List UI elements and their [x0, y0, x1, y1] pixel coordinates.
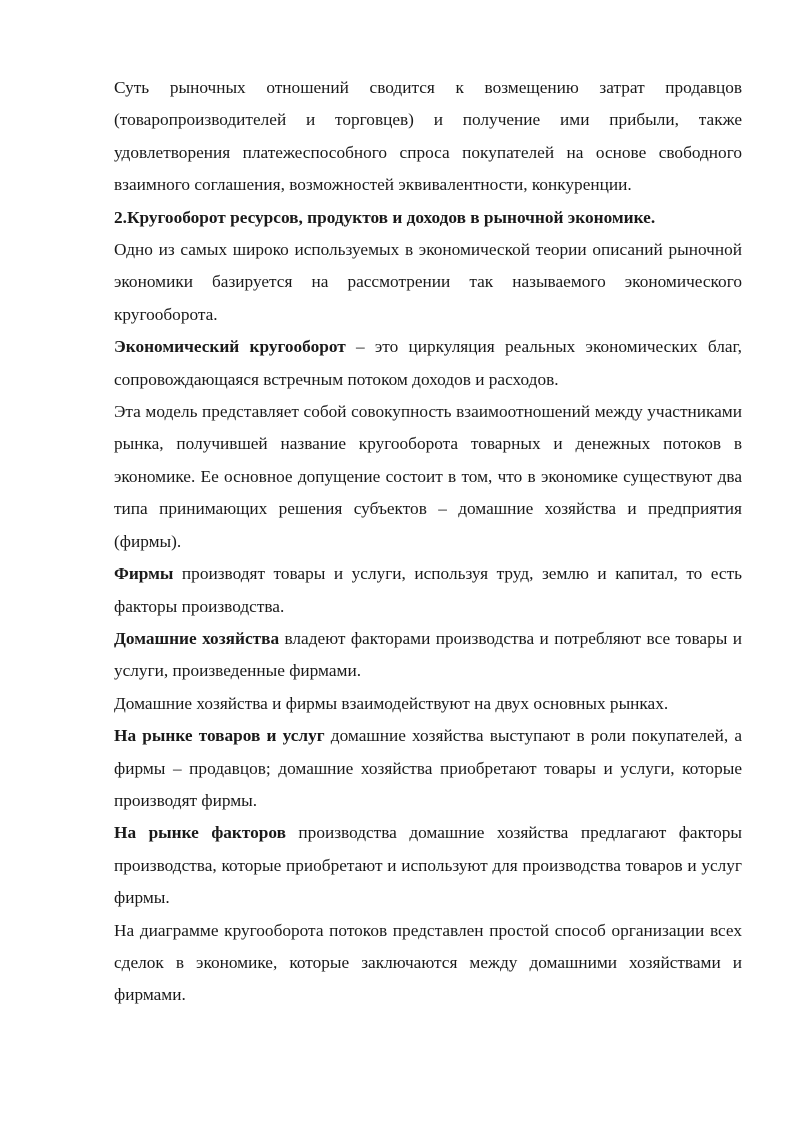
paragraph-model-description: Эта модель представляет собой совокупность взаимоотношений между участниками рынка, получившей название кругооборота товарных и денежных потоков в экономике. Ее основное допущение состоит в том, что в экономике существуют два типа принимающих решения субъектов – домашние хозяйства и предприятия (фирмы).: [114, 402, 742, 551]
households-text: владеют факторами производства и потребляют все товары и услуги, произведенные фирмами.: [114, 628, 743, 681]
term-goods-market: На рынке товаров и услуг: [114, 726, 325, 746]
paragraph-circular-flow-intro: Одно из самых широко используемых в экономической теории описаний рыночной экономики базируется на рассмотрении так называемого экономического кругооборота.: [114, 240, 742, 324]
goods-market-text: домашние хозяйства выступают в роли покупателей, а фирмы – продавцов; домашние хозяйства приобретают товары и услуги, которые производят фирмы.: [114, 726, 743, 810]
definition-text: – это циркуляция реальных экономических благ, сопровождающаяся встречным потоком доходов и расходов.: [114, 337, 742, 389]
paragraph-diagram-note: На диаграмме кругооборота потоков представлен простой способ организации всех сделок в экономике, которые заключаются между домашними хозяйствами и фирмами.: [114, 920, 742, 1005]
paragraph-firms: [114, 558, 742, 623]
firms-text: производят товары и услуги, используя труд, землю и капитал, то есть факторы производства.: [114, 564, 742, 616]
document-page: [114, 72, 742, 1012]
paragraph-households: [114, 623, 742, 688]
term-households: Домашние хозяйства: [114, 628, 280, 648]
paragraph-market-relations: Суть рыночных отношений сводится к возмещению затрат продавцов (товаропроизводителей и торговцев) и получение ими прибыли, также удовлетворения платежеспособного спроса покупателей на основе свободного взаимного соглашения, возможностей эквивалентности, конкуренции.: [114, 78, 742, 195]
term-firms: Фирмы: [114, 564, 174, 584]
paragraph-circular-flow-definition: [114, 331, 742, 396]
section-heading: 2.Кругооборот ресурсов, продуктов и доходов в рыночной экономике.: [114, 207, 656, 227]
paragraph-goods-market: [114, 720, 742, 817]
paragraph-two-markets: Домашние хозяйства и фирмы взаимодействуют на двух основных рынках.: [114, 693, 669, 713]
factor-market-text: производства домашние хозяйства предлагают факторы производства, которые приобретают и используют для производства товаров и услуг фирмы.: [114, 823, 742, 908]
paragraph-factor-market: [114, 817, 742, 914]
term-factor-market: На рынке факторов: [114, 823, 286, 843]
term-economic-circular-flow: Экономический кругооборот: [114, 337, 346, 357]
